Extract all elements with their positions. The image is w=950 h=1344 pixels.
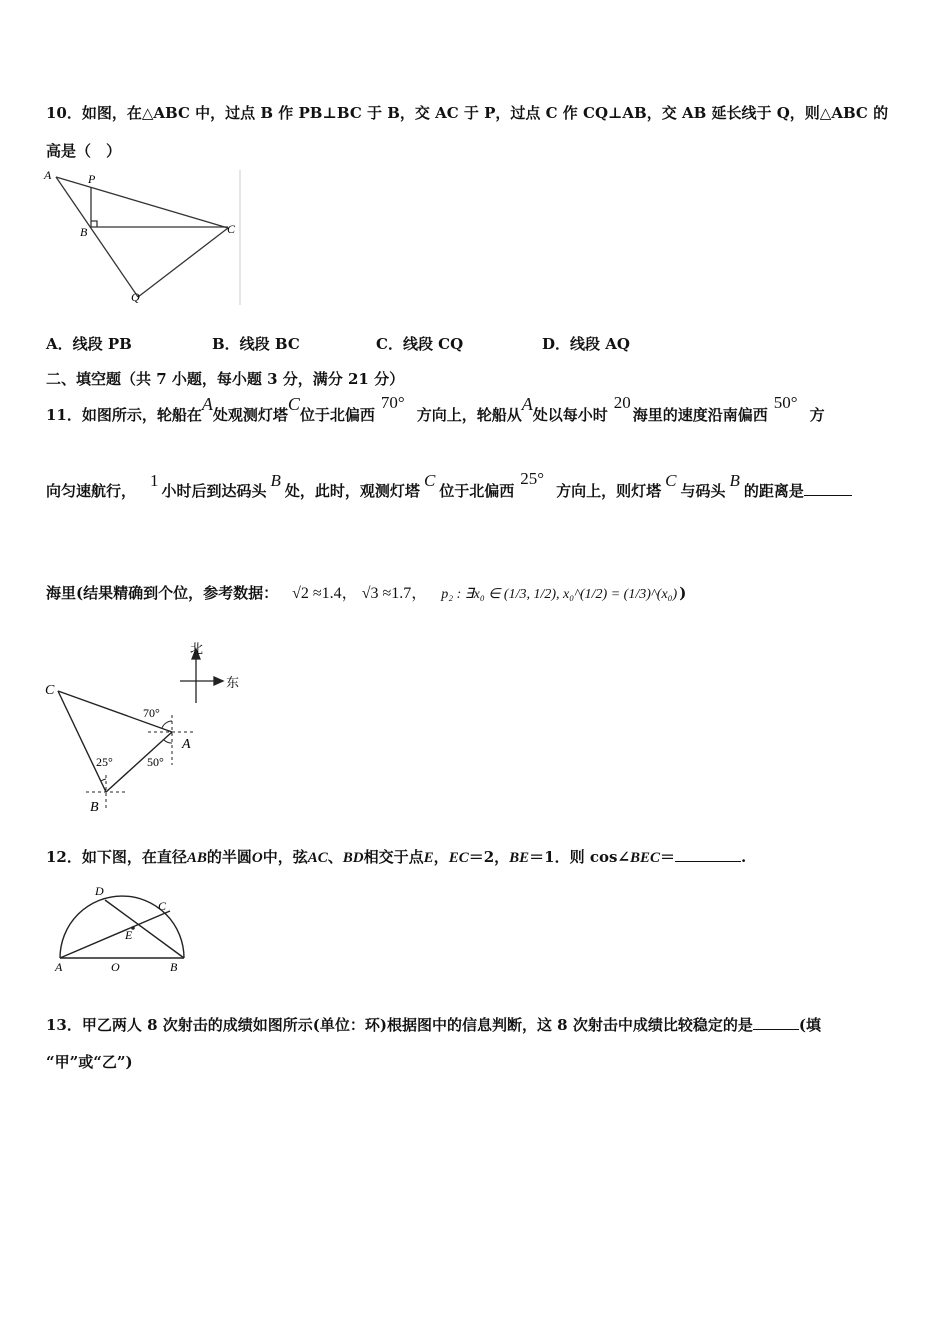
- point-b-label: B: [90, 800, 99, 815]
- q10-text-line1: 10．如图，在△ABC 中，过点 B 作 PB⊥BC 于 B，交 AC 于 P，过点 C 作 CQ⊥AB，交 AB 延长线于 Q，则△ABC 的: [46, 104, 889, 122]
- angle-50: 50°: [773, 393, 798, 412]
- q13-text-line2: “甲”或“乙”): [46, 1053, 133, 1071]
- point-o-label: O: [111, 960, 120, 974]
- q12-text-line1: 12．如下图，在直径AB的半圆O中，弦AC、BD相交于点E，EC＝2，BE＝1．则 cos∠BEC＝ .: [46, 848, 747, 866]
- hours-1: 1: [150, 471, 159, 490]
- var-c: C: [423, 471, 436, 490]
- var-b: B: [270, 471, 281, 490]
- q10-label-a: A: [44, 168, 52, 182]
- angle-25-label: 25°: [96, 755, 113, 769]
- var-c: C: [665, 471, 677, 490]
- var-b: B: [729, 471, 740, 490]
- q10-label-p: P: [88, 172, 96, 186]
- answer-blank: [753, 1028, 799, 1030]
- q10-option-a: A．线段 PB: [46, 335, 132, 353]
- point-a-label: A: [55, 960, 63, 974]
- var-a: A: [521, 394, 533, 414]
- q10-option-d: D．线段 AQ: [542, 335, 630, 353]
- ref-sqrt3: √3 ≈1.7，: [361, 585, 428, 602]
- point-c-label: C: [45, 683, 55, 698]
- var-c: C: [287, 394, 300, 414]
- point-e-label: E: [125, 928, 133, 942]
- q10-label-b: B: [80, 225, 88, 239]
- section2-title: 二、填空题（共 7 小题，每小题 3 分，满分 21 分）: [46, 370, 405, 388]
- q12-semicircle-figure: [48, 878, 198, 978]
- point-b-label: B: [170, 960, 178, 974]
- var-a: A: [201, 394, 213, 414]
- q11-text-line1: 11．如图所示，轮船在A处观测灯塔C位于北偏西70°方向上，轮船从A处以每小时20海里的速度沿南偏西50°方: [46, 393, 825, 424]
- q10-label-q: Q: [131, 290, 140, 304]
- q10-triangle-figure: [40, 165, 250, 310]
- answer-blank: [804, 494, 852, 496]
- speed-20: 20: [613, 393, 631, 412]
- q10-option-c: C．线段 CQ: [376, 335, 464, 353]
- q11-text-line2: 向匀速航行，1小时后到达码头B处，此时，观测灯塔C位于北偏西25°方向上，则灯塔C与码头B的距离是: [46, 480, 852, 501]
- point-a-label: A: [182, 737, 191, 752]
- angle-70-label: 70°: [143, 706, 160, 720]
- angle-25: 25°: [520, 469, 545, 488]
- point-c-label: C: [158, 899, 167, 913]
- q11-navigation-figure: [40, 635, 250, 815]
- q13-text-line1: 13．甲乙两人 8 次射击的成绩如图所示(单位：环)根据图中的信息判断，这 8 次射击中成绩比较稳定的是 (填: [46, 1016, 821, 1034]
- angle-50-label: 50°: [147, 755, 164, 769]
- point-d-label: D: [95, 884, 104, 898]
- compass-east: 东: [226, 676, 240, 691]
- compass-north: 北: [190, 642, 204, 657]
- answer-blank: [675, 860, 741, 862]
- q10-text-line2: 高是（ ）: [46, 142, 122, 160]
- ref-sqrt2: √2 ≈1.4，: [292, 585, 358, 602]
- ref-formula: p₂ : ∃x₀ ∈ (1/3, 1/2), x₀^(1/2) = (1/3)^(x₀): [441, 587, 678, 602]
- angle-70: 70°: [380, 393, 405, 412]
- q11-text-line3: 海里(结果精确到个位，参考数据： √2 ≈1.4， √3 ≈1.7， p₂ : ∃x₀ ∈ (1/3, 1/2), x₀^(1/2) = (1/3)^(x₀) ): [46, 584, 687, 602]
- q10-option-b: B．线段 BC: [212, 335, 300, 353]
- q10-label-c: C: [227, 222, 236, 236]
